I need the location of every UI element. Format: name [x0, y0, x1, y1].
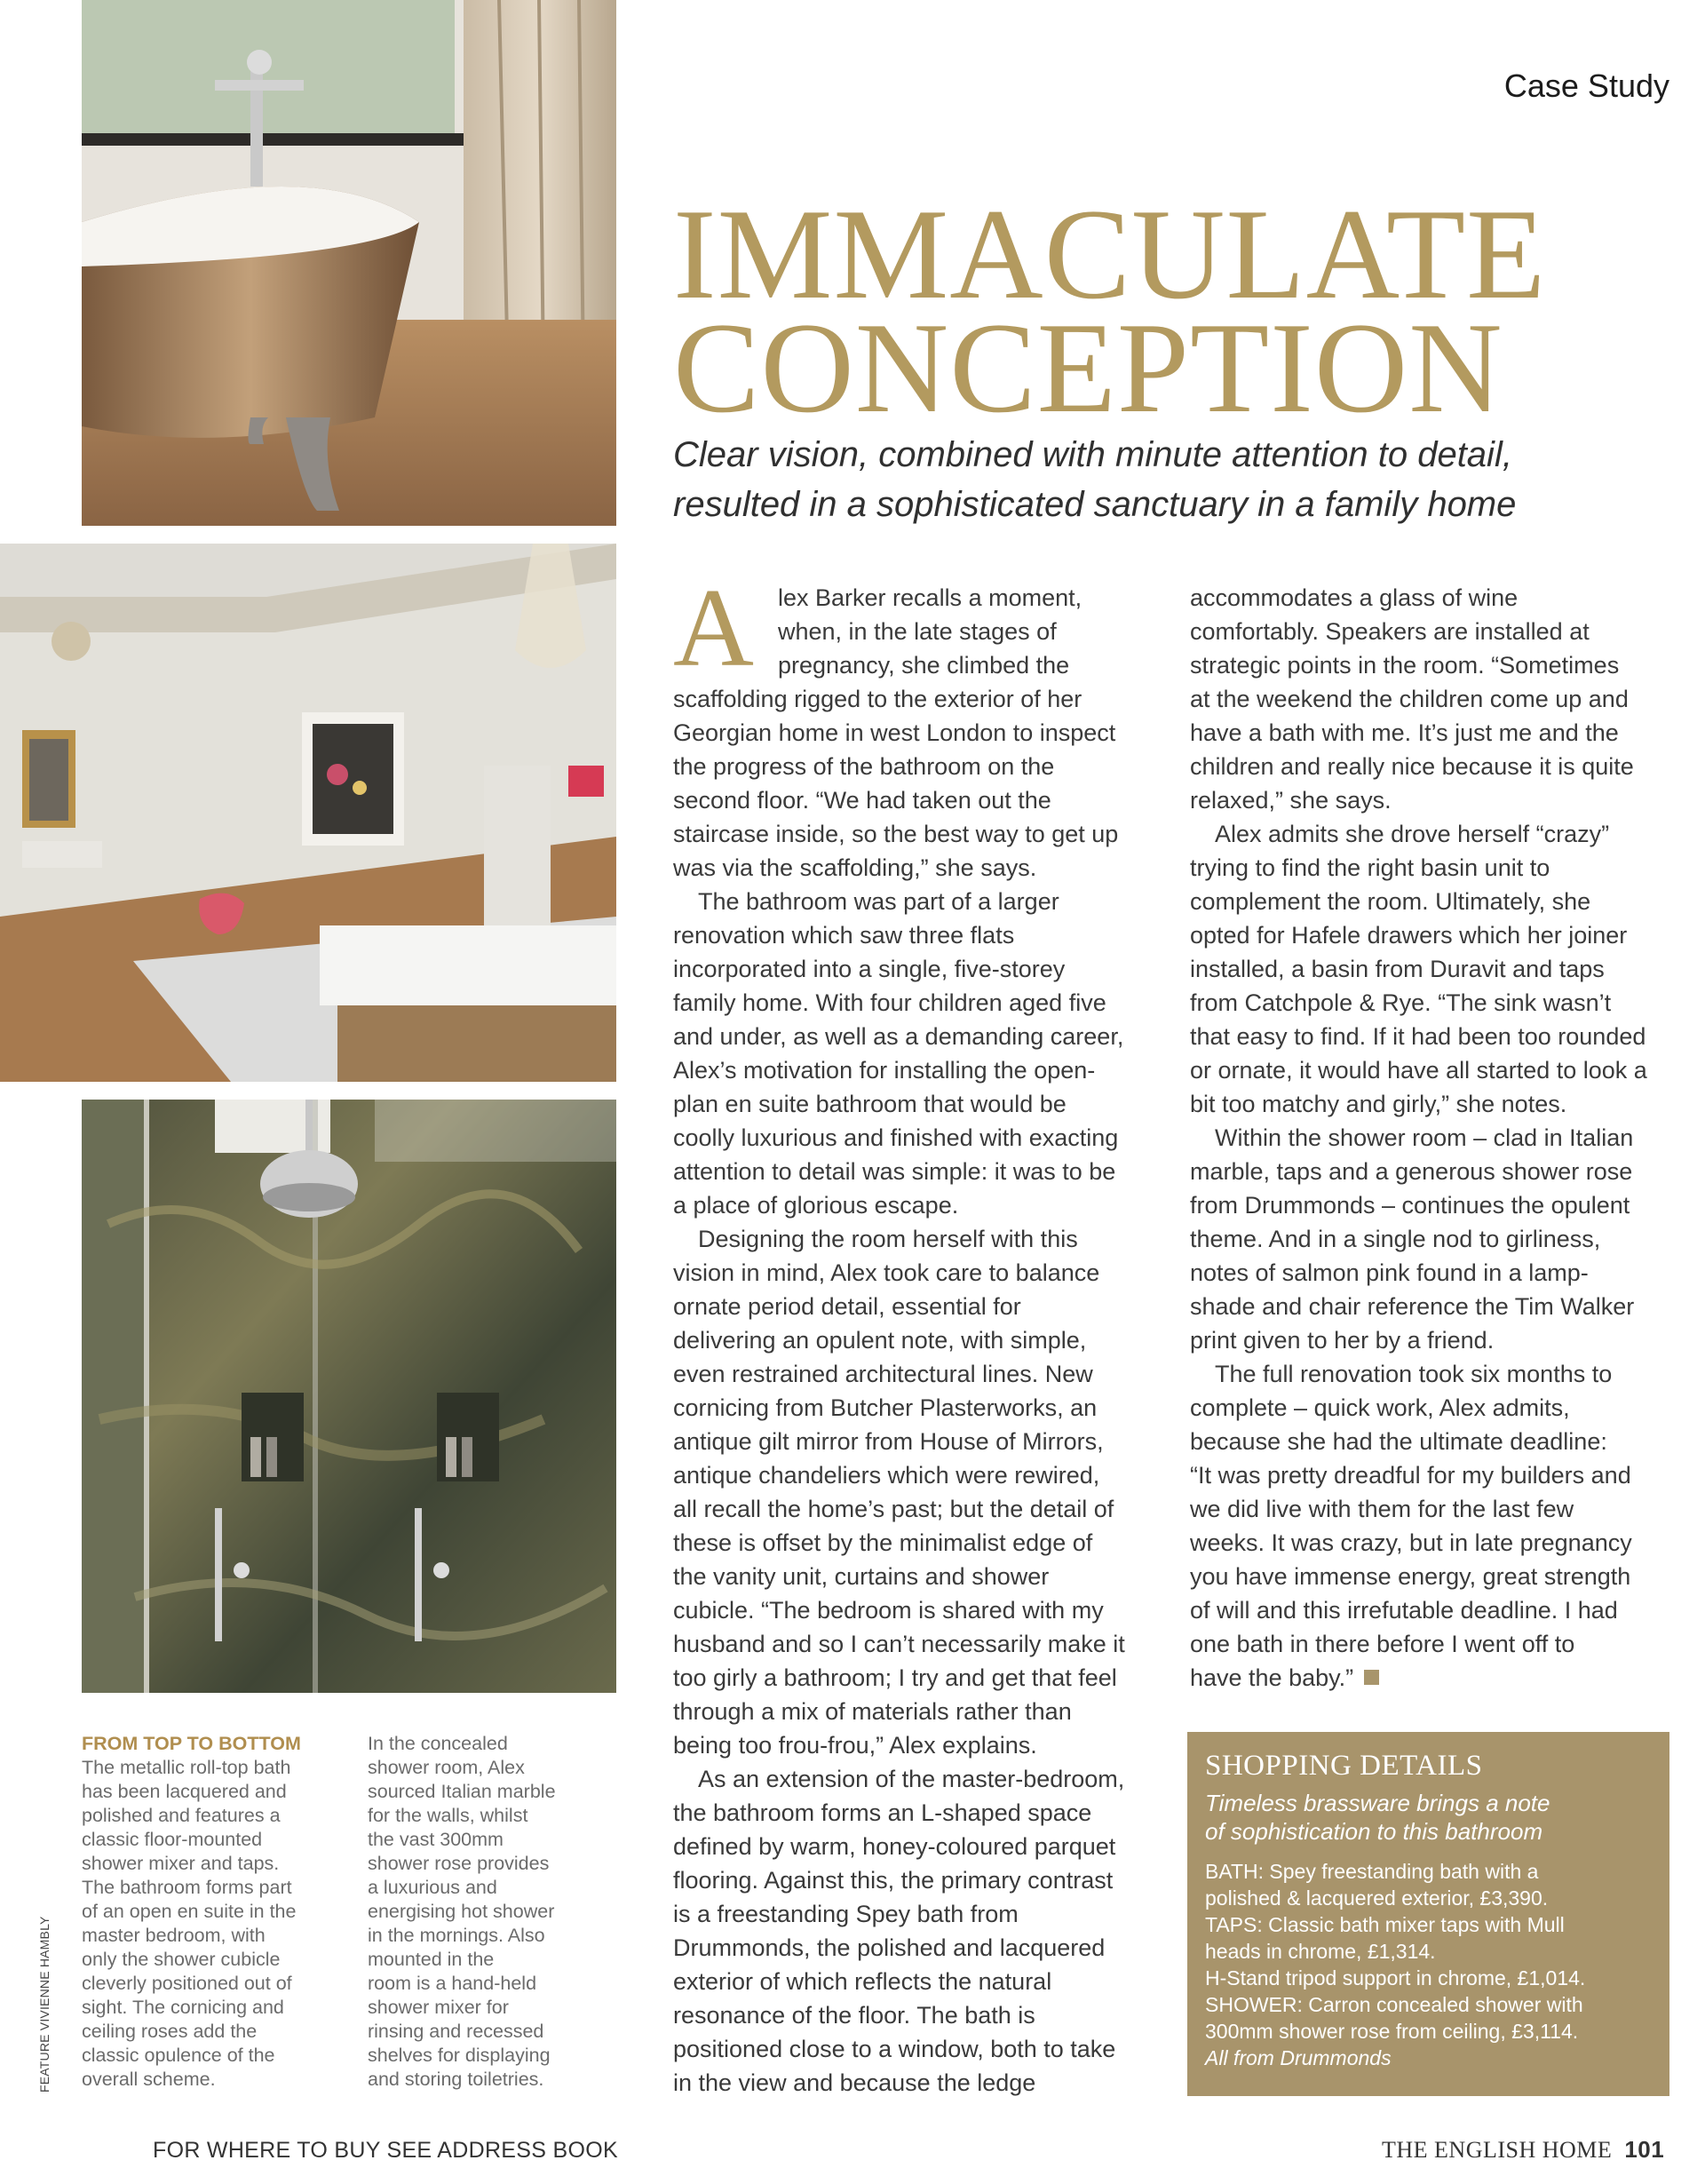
body-text-line: a place of glorious escape. [673, 1192, 959, 1219]
caption-line: sight. The cornicing and [82, 1997, 284, 2018]
body-text-line: The bathroom was part of a larger [698, 888, 1059, 915]
bath-photo [82, 0, 616, 526]
caption-line: room is a hand-held [368, 1973, 537, 1994]
body-text-line: notes of salmon pink found in a lamp- [1190, 1259, 1589, 1286]
shopping-subtitle-line: of sophistication to this bathroom [1205, 1818, 1543, 1845]
standfirst [673, 430, 1685, 529]
body-text-line: defined by warm, honey-coloured parquet [673, 1833, 1116, 1860]
caption-line: The metallic roll-top bath [82, 1757, 291, 1778]
caption-line: In the concealed [368, 1733, 508, 1754]
end-mark-icon [1364, 1670, 1379, 1685]
caption-line: sourced Italian marble [368, 1781, 556, 1802]
body-text-line: from Drummonds – continues the opulent [1190, 1192, 1630, 1219]
body-text-line: plan en suite bathroom that would be [673, 1091, 1067, 1117]
body-text-line: antique gilt mirror from House of Mirrors, [673, 1428, 1104, 1455]
shopping-items [1205, 1858, 1653, 2071]
body-text-line: at the weekend the children come up and [1190, 686, 1629, 712]
body-text-line: relaxed,” she says. [1190, 787, 1392, 814]
photo-caption-2 [368, 1732, 599, 2092]
body-text-line: bit too matchy and girly,” she notes. [1190, 1091, 1567, 1117]
caption-line: in the mornings. Also [368, 1925, 545, 1946]
footer-address-book: FOR WHERE TO BUY SEE ADDRESS BOOK [153, 2138, 618, 2163]
caption-line: shower rose provides [368, 1853, 550, 1874]
body-text-line: Georgian home in west London to inspect [673, 719, 1116, 746]
body-text-line: scaffolding rigged to the exterior of her [673, 686, 1082, 712]
shopping-item-line: H-Stand tripod support in chrome, £1,014. [1205, 1966, 1586, 1989]
shopping-subtitle [1205, 1789, 1653, 1846]
body-text-line: installed, a basin from Duravit and taps [1190, 956, 1605, 982]
body-text-line: all recall the home’s past; but the detail of [673, 1496, 1114, 1522]
bedroom-photo [0, 544, 616, 1082]
shopping-item-line: 300mm shower rose from ceiling, £3,114. [1205, 2020, 1579, 2043]
caption-line: The bathroom forms part [82, 1877, 292, 1898]
body-text-line: positioned close to a window, both to take [673, 2036, 1116, 2062]
shopping-title: SHOPPING DETAILS [1205, 1750, 1483, 1782]
caption-heading: FROM TOP TO BOTTOM [82, 1733, 301, 1754]
body-text-line: or ornate, it would have all started to look a [1190, 1057, 1647, 1084]
magazine-name: THE ENGLISH HOME [1382, 2137, 1613, 2163]
headline-line: IMMACULATE [673, 182, 1547, 326]
page-number: 101 [1624, 2136, 1665, 2163]
shower-photo [82, 1100, 616, 1693]
shopping-item-line: SHOWER: Carron concealed shower with [1205, 1993, 1583, 2016]
body-text-line: Alex’s motivation for installing the open- [673, 1057, 1096, 1084]
caption-line: shower mixer for [368, 1997, 509, 2018]
feature-credit: FEATURE VIVIENNE HAMBLY [37, 1916, 52, 2093]
caption-line: classic floor-mounted [82, 1829, 263, 1850]
photo-caption-1 [82, 1732, 348, 2092]
body-text-line: because she had the ultimate deadline: [1190, 1428, 1607, 1455]
body-text-line: you have immense energy, great strength [1190, 1563, 1631, 1590]
body-text-line: attention to detail was simple: it was to be [673, 1158, 1116, 1185]
shopping-subtitle-line: Timeless brassware brings a note [1205, 1790, 1550, 1816]
body-text-line: cubicle. “The bedroom is shared with my [673, 1597, 1104, 1624]
body-text-line: Within the shower room – clad in Italian [1215, 1124, 1634, 1151]
body-text-line: exterior of which reflects the natural [673, 1968, 1052, 1995]
body-text-line: from Catchpole & Rye. “The sink wasn’t [1190, 989, 1612, 1016]
body-text-line: is a freestanding Spey bath from [673, 1901, 1019, 1927]
shopping-item-line: heads in chrome, £1,314. [1205, 1940, 1436, 1963]
body-text-line: The full renovation took six months to [1215, 1361, 1613, 1387]
body-text-line: Drummonds, the polished and lacquered [673, 1934, 1106, 1961]
body-text-line: these is offset by the minimalist edge of [673, 1529, 1093, 1556]
body-text-line: incorporated into a single, five-storey [673, 956, 1066, 982]
body-text-line: the bathroom forms an L-shaped space [673, 1799, 1092, 1826]
body-text-line: vision in mind, Alex took care to balance [673, 1259, 1100, 1286]
body-text-line: when, in the late stages of [778, 618, 1057, 645]
body-text-line: the vanity unit, curtains and shower [673, 1563, 1050, 1590]
body-text-line: pregnancy, she climbed the [778, 652, 1070, 679]
caption-line: shower room, Alex [368, 1757, 525, 1778]
body-text-line: print given to her by a friend. [1190, 1327, 1495, 1354]
body-text-line: lex Barker recalls a moment, [778, 584, 1082, 611]
headline-line: CONCEPTION [673, 296, 1503, 440]
body-text-line: flooring. Against this, the primary contrast [673, 1867, 1114, 1894]
shopping-details-box [1187, 1732, 1669, 2096]
standfirst-line: resulted in a sophisticated sanctuary in a family home [673, 485, 1517, 524]
body-text-line: delivering an opulent note, with simple, [673, 1327, 1087, 1354]
body-text-line: Designing the room herself with this [698, 1226, 1078, 1252]
caption-line: shelves for displaying [368, 2045, 551, 2066]
body-text-line: coolly luxurious and finished with exacting [673, 1124, 1119, 1151]
body-text-line: too girly a bathroom; I try and get that feel [673, 1664, 1117, 1691]
caption-line: rinsing and recessed [368, 2021, 544, 2042]
caption-line: has been lacquered and [82, 1781, 287, 1802]
body-text-line: have a bath with me. It’s just me and the [1190, 719, 1619, 746]
body-text-line: one bath in there before I went off to [1190, 1631, 1575, 1657]
body-text-line: theme. And in a single nod to girliness, [1190, 1226, 1601, 1252]
body-text-line: the progress of the bathroom on the [673, 753, 1055, 780]
caption-line: master bedroom, with [82, 1925, 266, 1946]
body-text-line: we did live with them for the last few [1190, 1496, 1574, 1522]
headline [673, 182, 1668, 440]
body-text-line: accommodates a glass of wine [1190, 584, 1519, 611]
shopping-item-line: BATH: Spey freestanding bath with a [1205, 1860, 1539, 1883]
caption-line: overall scheme. [82, 2069, 216, 2090]
body-text-line: family home. With four children aged five [673, 989, 1106, 1016]
body-text-line: second floor. “We had taken out the [673, 787, 1051, 814]
body-text-line: have the baby.” [1190, 1661, 1687, 1695]
caption-line: ceiling roses add the [82, 2021, 258, 2042]
caption-line: polished and features a [82, 1805, 281, 1826]
body-text-line: resonance of the floor. The bath is [673, 2002, 1035, 2029]
body-text-line: that easy to find. If it had been too rounded [1190, 1023, 1646, 1050]
caption-line: for the walls, whilst [368, 1805, 528, 1826]
body-text-line: shade and chair reference the Tim Walker [1190, 1293, 1635, 1320]
body-text-line: renovation which saw three flats [673, 922, 1015, 949]
caption-line: energising hot shower [368, 1901, 555, 1922]
shopping-item-line: TAPS: Classic bath mixer taps with Mull [1205, 1913, 1565, 1936]
caption-line: a luxurious and [368, 1877, 497, 1898]
body-column-2 [1190, 581, 1687, 1695]
body-text-line: “It was pretty dreadful for my builders and [1190, 1462, 1631, 1489]
shopping-item-line: polished & lacquered exterior, £3,390. [1205, 1886, 1549, 1910]
body-text-line: complement the room. Ultimately, she [1190, 888, 1591, 915]
body-text-line: through a mix of materials rather than [673, 1698, 1072, 1725]
body-text-line: cornicing from Butcher Plasterworks, an [673, 1394, 1098, 1421]
body-text-line: even restrained architectural lines. New [673, 1361, 1093, 1387]
body-text-line: children and really nice because it is quite [1190, 753, 1634, 780]
body-text-line: As an extension of the master-bedroom, [698, 1766, 1125, 1792]
body-text-line: ornate period detail, essential for [673, 1293, 1021, 1320]
caption-line: mounted in the [368, 1949, 495, 1970]
body-text-line: antique chandeliers which were rewired, [673, 1462, 1100, 1489]
caption-line: and storing toiletries. [368, 2069, 544, 2090]
body-text-line: staircase inside, so the best way to get up [673, 821, 1119, 847]
body-text-line: Alex admits she drove herself “crazy” [1215, 821, 1610, 847]
body-text-line: complete – quick work, Alex admits, [1190, 1394, 1570, 1421]
section-label: Case Study [1503, 68, 1669, 104]
body-text-line: of will and this irrefutable deadline. I had [1190, 1597, 1618, 1624]
caption-line: shower mixer and taps. [82, 1853, 280, 1874]
caption-line: cleverly positioned out of [82, 1973, 292, 1994]
caption-line: of an open en suite in the [82, 1901, 297, 1922]
body-text-line: and under, as well as a demanding career, [673, 1023, 1124, 1050]
body-text-line: marble, taps and a generous shower rose [1190, 1158, 1633, 1185]
drop-cap: A [673, 567, 754, 690]
body-text-line: strategic points in the room. “Sometimes [1190, 652, 1620, 679]
body-text-line: being too frou-frou,” Alex explains. [673, 1732, 1037, 1759]
caption-line: classic opulence of the [82, 2045, 275, 2066]
body-text-line: was via the scaffolding,” she says. [673, 854, 1037, 881]
footer-folio [1382, 2136, 1664, 2164]
body-text-line: weeks. It was crazy, but in late pregnancy [1190, 1529, 1632, 1556]
standfirst-line: Clear vision, combined with minute attention to detail, [673, 435, 1512, 474]
body-text-line: comfortably. Speakers are installed at [1190, 618, 1590, 645]
caption-line: only the shower cubicle [82, 1949, 281, 1970]
body-text-line: in the view and because the ledge [673, 2069, 1036, 2096]
shopping-supplier-note: All from Drummonds [1205, 2046, 1392, 2069]
body-text-line: husband and so I can’t necessarily make it [673, 1631, 1125, 1657]
body-column-1 [673, 581, 1170, 2100]
caption-line: the vast 300mm [368, 1829, 504, 1850]
body-text-line: opted for Hafele drawers which her joiner [1190, 922, 1628, 949]
body-text-line: trying to find the right basin unit to [1190, 854, 1550, 881]
